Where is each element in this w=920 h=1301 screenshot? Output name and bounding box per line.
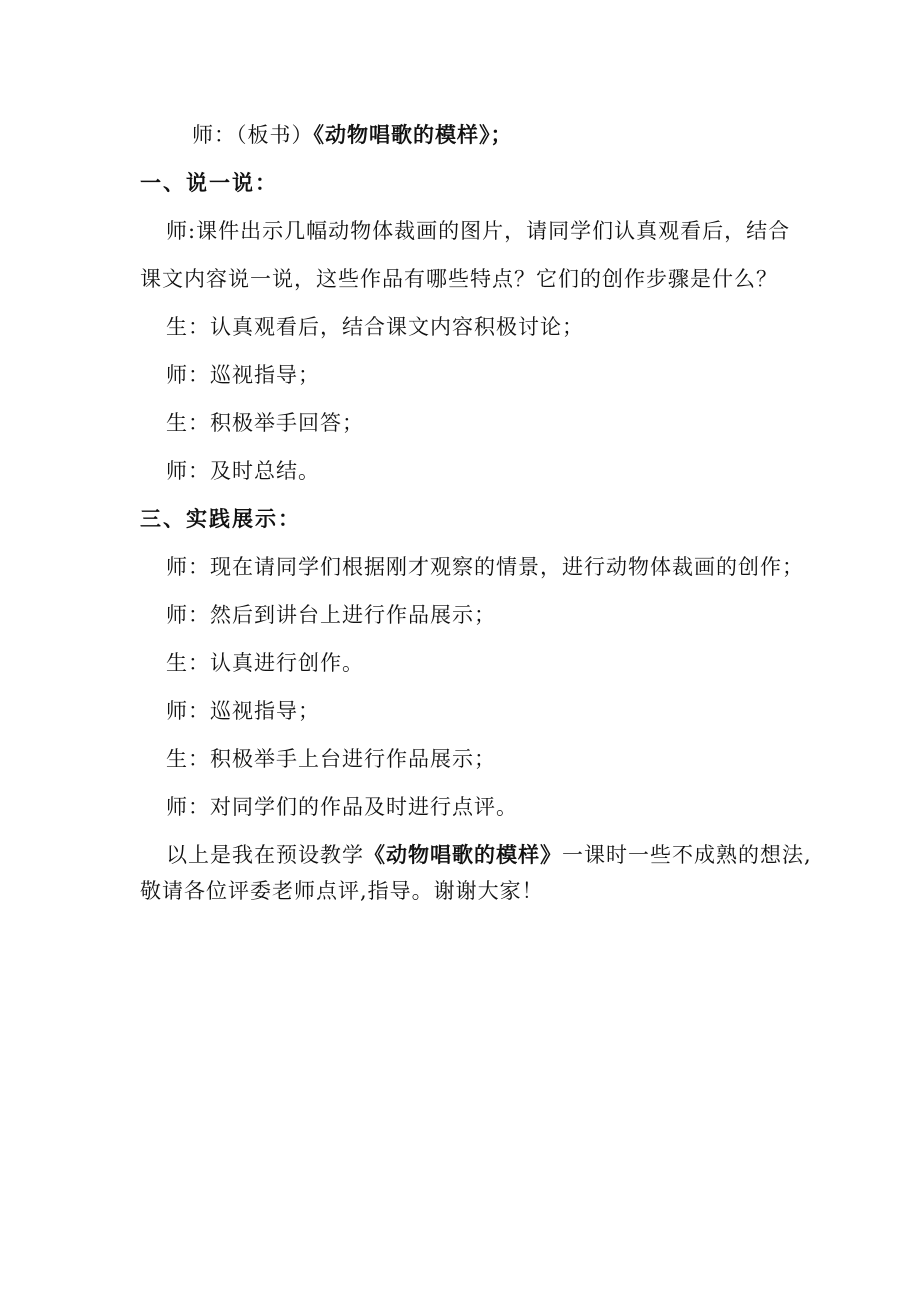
section3-line-4: 师：巡视指导； — [166, 699, 320, 723]
board-prefix: 师：（板书） — [192, 123, 314, 147]
section3-line-3: 生：认真进行创作。 — [166, 651, 364, 675]
section1-line-1: 师:课件出示几幅动物体裁画的图片，请同学们认真观看后，结合 — [166, 219, 791, 243]
closing-line-1 — [166, 840, 812, 870]
section1-heading: 一、说一说： — [140, 171, 278, 195]
closing-line-2: 敬请各位评委老师点评,指导。谢谢大家！ — [140, 879, 544, 903]
section1-line-5: 生：积极举手回答； — [166, 411, 364, 435]
section1-line-6: 师：及时总结。 — [166, 459, 320, 483]
section3-line-1: 师：现在请同学们根据刚才观察的情景，进行动物体裁画的创作； — [166, 555, 804, 579]
section1-line-2: 课文内容说一说，这些作品有哪些特点？它们的创作步骤是什么？ — [140, 267, 778, 291]
section1-line-3: 生：认真观看后，结合课文内容积极讨论； — [166, 315, 584, 339]
section3-line-6: 师：对同学们的作品及时进行点评。 — [166, 795, 518, 819]
section3-line-2: 师：然后到讲台上进行作品展示； — [166, 603, 496, 627]
closing-suffix: 一课时一些不成熟的想法, — [562, 843, 812, 867]
section3-heading: 三、实践展示： — [140, 507, 301, 531]
board-title: 《动物唱歌的模样》 — [313, 123, 491, 147]
section1-line-4: 师：巡视指导； — [166, 363, 320, 387]
section3-line-5: 生：积极举手上台进行作品展示； — [166, 747, 496, 771]
board-suffix: ； — [490, 123, 513, 147]
closing-prefix: 以上是我在预设教学 — [166, 843, 364, 867]
closing-title: 《动物唱歌的模样》 — [364, 843, 562, 867]
board-line — [192, 120, 513, 150]
